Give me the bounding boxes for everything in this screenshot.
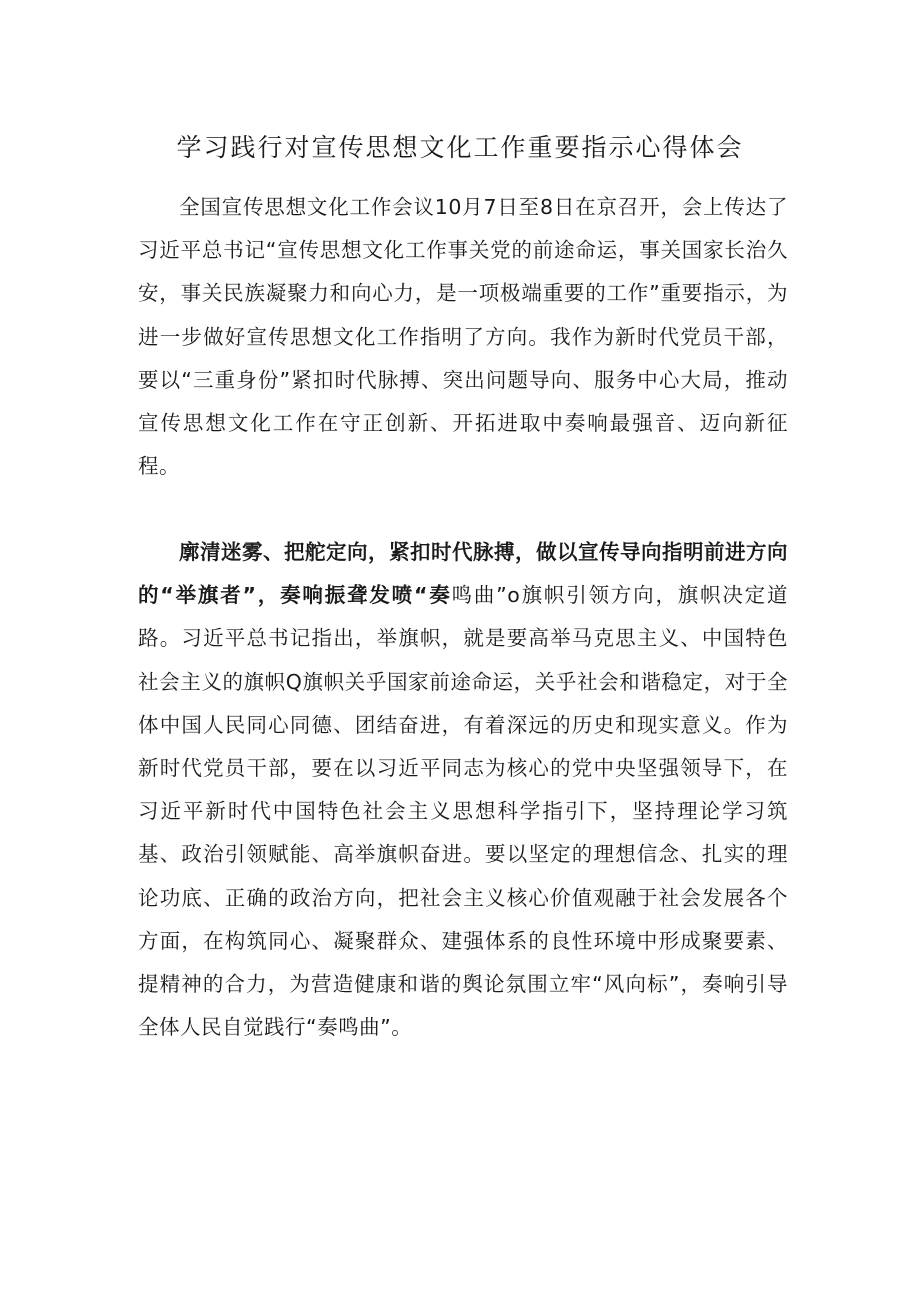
paragraph-body-text: 鸣曲”o旗帜引领方向，旗帜决定道路。习近平总书记指出，举旗帜，就是要高举马克思主义、中国特色社会主义的旗帜Q旗帜关乎国家前途命运，关乎社会和谐稳定，对于全体中国人民同心同德、团结奋进，有着深远的历史和现实意义。作为新时代党员干部，要在以习近平同志为核心的党中央坚强领导下，在习近平新时代中国特色社会主义思想科学指引下，坚持理论学习筑基、政治引领赋能、高举旗帜奋进。要以坚定的理想信念、扎实的理论功底、正确的政治方向，把社会主义核心价值观融于社会发展各个方面，在构筑同心、凝聚群众、建强体系的良性环境中形成聚要素、提精神的合力，为营造健康和谐的舆论氛围立牢“风向标”，奏响引导全体人民自觉践行“奏鸣曲”。 <box>138 583 788 1040</box>
paragraph-lead-heading: 廓清迷雾、把舵定向，紧扣时代脉搏，做以宣传导向指明前进方向的“举旗者”，奏响振聋发喷“奏 <box>138 540 788 608</box>
document-title: 学习践行对宣传思想文化工作重要指示心得体会 <box>176 133 744 162</box>
paragraph-flag-bearer <box>138 531 788 1049</box>
paragraph-intro: 全国宣传思想文化工作会议10月7日至8日在京召开，会上传达了习近平总书记“宣传思想文化工作事关党的前途命运，事关国家长治久安，事关民族凝聚力和向心力，是一项极端重要的工作”重要指示，为进一步做好宣传思想文化工作指明了方向。我作为新时代党员干部，要以“三重身份”紧扣时代脉搏、突出问题导向、服务中心大局，推动宣传思想文化工作在守正创新、开拓进取中奏响最强音、迈向新征程。 <box>138 195 788 479</box>
